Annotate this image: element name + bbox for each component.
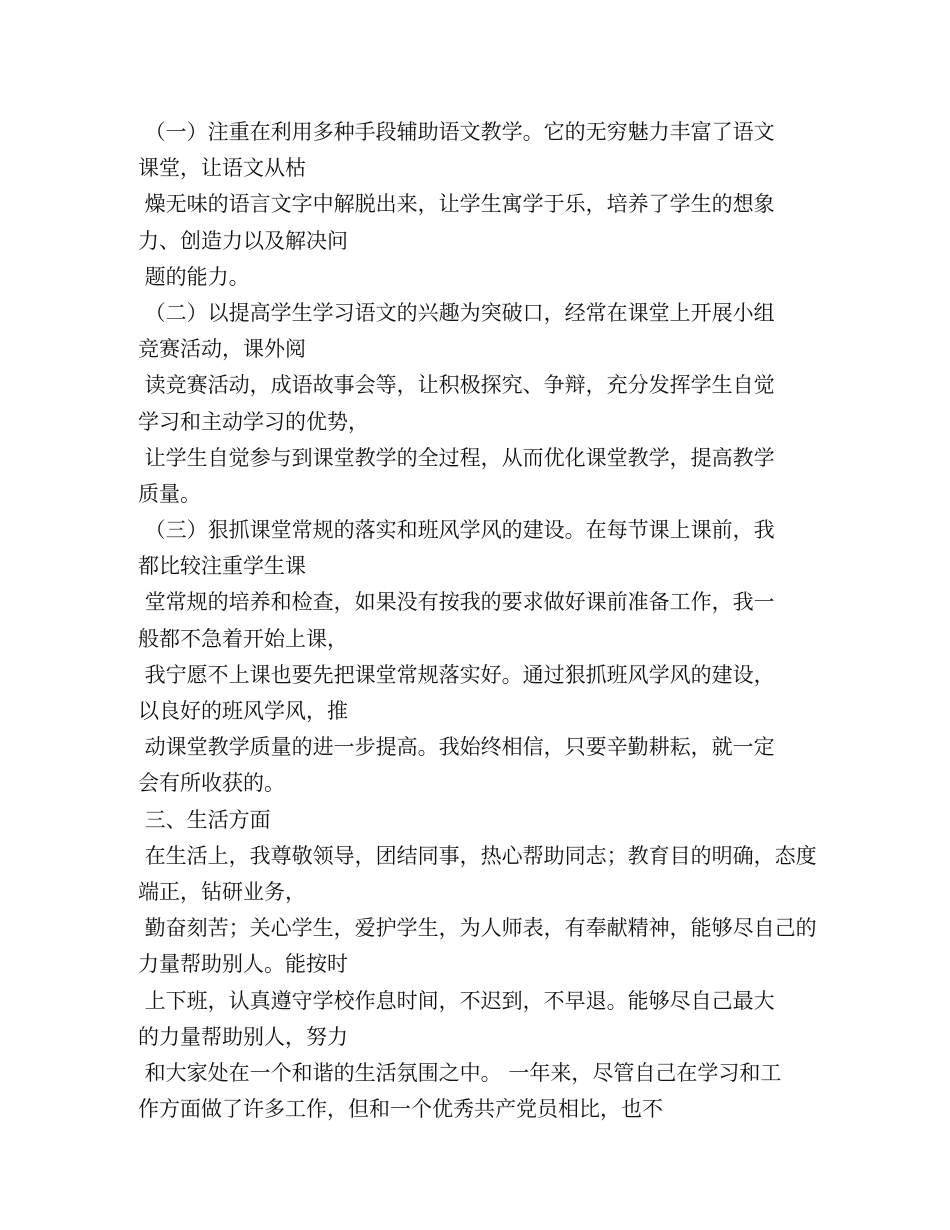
text-line: 在生活上，我尊敬领导，团结同事，热心帮助同志；教育目的明确，态度 bbox=[138, 843, 817, 868]
text-line: （二）以提高学生学习语文的兴趣为突破口，经常在课堂上开展小组 bbox=[138, 300, 775, 325]
text-line: 会有所收获的。 bbox=[138, 771, 285, 796]
text-line: 课堂，让语文从枯 bbox=[138, 156, 306, 181]
section-heading: 三、生活方面 bbox=[138, 807, 271, 832]
text-line: 力量帮助别人。能按时 bbox=[138, 952, 348, 977]
text-line: 燥无味的语言文字中解脱出来，让学生寓学于乐，培养了学生的想象 bbox=[138, 192, 775, 217]
text-line: 般都不急着开始上课， bbox=[138, 626, 348, 651]
text-line: 读竞赛活动，成语故事会等，让积极探究、争辩，充分发挥学生自觉 bbox=[138, 373, 775, 398]
text-line: 我宁愿不上课也要先把课堂常规落实好。通过狠抓班风学风的建设， bbox=[138, 662, 775, 687]
text-line: 质量。 bbox=[138, 481, 201, 506]
text-line: 动课堂教学质量的进一步提高。我始终相信，只要辛勤耕耘，就一定 bbox=[138, 735, 775, 760]
text-line: 力、创造力以及解决问 bbox=[138, 228, 348, 253]
body-text bbox=[138, 114, 818, 1127]
text-line: 堂常规的培养和检查，如果没有按我的要求做好课前准备工作，我一 bbox=[138, 590, 775, 615]
text-line: 都比较注重学生课 bbox=[138, 554, 306, 579]
text-line: （一）注重在利用多种手段辅助语文教学。它的无穷魅力丰富了语文 bbox=[138, 120, 775, 144]
text-line: 让学生自觉参与到课堂教学的全过程，从而优化课堂教学，提高教学 bbox=[138, 445, 775, 470]
text-line: 竞赛活动，课外阅 bbox=[138, 337, 306, 362]
text-line: 端正，钻研业务， bbox=[138, 879, 306, 904]
text-line: 学习和主动学习的优势， bbox=[138, 409, 369, 434]
text-line: 作方面做了许多工作，但和一个优秀共产党员相比，也不 bbox=[138, 1097, 663, 1122]
text-line: （三）狠抓课堂常规的落实和班风学风的建设。在每节课上课前，我 bbox=[138, 518, 775, 543]
text-line: 题的能力。 bbox=[138, 264, 250, 289]
text-line: 的力量帮助别人，努力 bbox=[138, 1024, 348, 1049]
text-line: 上下班，认真遵守学校作息时间，不迟到，不早退。能够尽自己最大 bbox=[138, 988, 775, 1013]
text-line: 和大家处在一个和谐的生活氛围之中。 一年来，尽管自己在学习和工 bbox=[138, 1060, 782, 1085]
text-line: 勤奋刻苦；关心学生，爱护学生，为人师表，有奉献精神，能够尽自己的 bbox=[138, 916, 817, 941]
text-line: 以良好的班风学风，推 bbox=[138, 699, 348, 723]
